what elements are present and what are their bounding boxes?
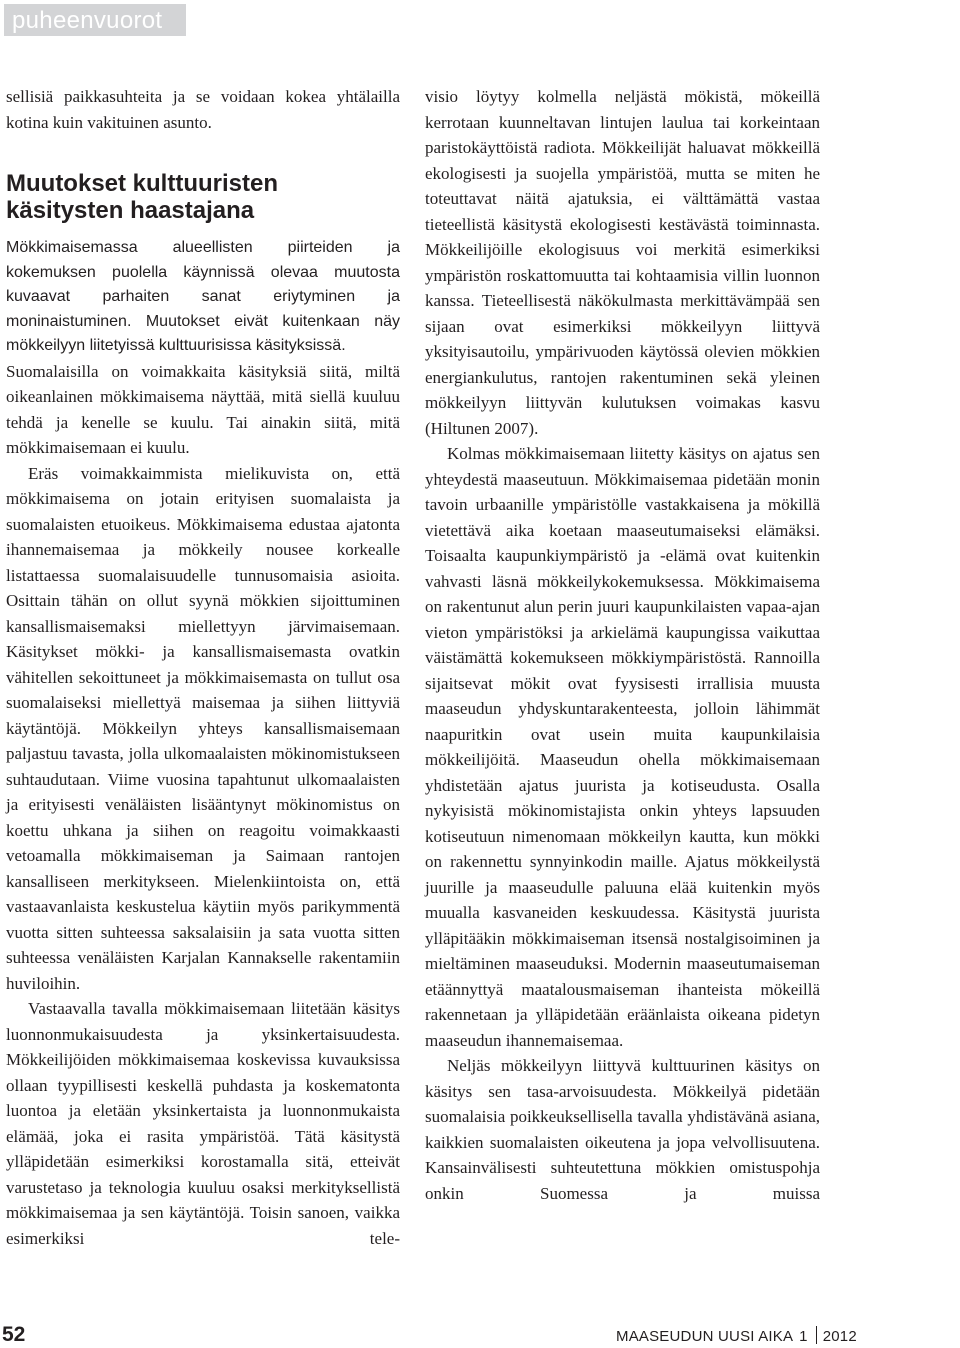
publication-name: MAASEUDUN UUSI AIKA <box>616 1328 794 1345</box>
section-label: puheenvuorot <box>12 7 163 34</box>
footer-divider <box>816 1326 817 1344</box>
page-number: 52 <box>2 1323 26 1346</box>
body-paragraph: Eräs voimakkaimmista mielikuvista on, että mökkimaisema on jotain erityisen suomalaista ja suomalaisten etuoikeus. Mökkimaisema edustaa ajatonta ihannemaisemaa ja mökkeily nousee korkealle listattaessa suomalaisuudelle tunnusomaisia asioita. Osittain tähän on ollut syynä mökkien sijoittuminen kansallismaisemaksi miellettyyn järvimaisemaan. Käsitykset mökki- ja kansallismaisemasta ovatkin vähitellen sekoittuneet ja mökkimaisemasta on tullut osa suomalaiseksi miellettyä maisemaa ja siihen liittyviä käytäntöjä. Mökkeilyn yhteys kansallismaisemaan paljastuu tavasta, jolla ulkomaalaisten mökinomistukseen suhtaudutaan. Viime vuosina tapahtunut ulkomaalaisten ja erityisesti venäläisten lisääntynyt mökinomistus on koettu uhkana ja siihen on reagoitu voimakkaasti vetoamalla mökkimaiseman ja Saimaan rantojen kansalliseen merkitykseen. Mielenkiintoista on, että vastaavanlaista keskustelua käytiin myös parikymmentä vuotta sitten suhteessa saksalaisiin ja sata vuotta sitten suhteessa venäläisten Karjalan Kannakselle rakentamiin huviloihin. <box>6 463 400 993</box>
left-column <box>6 84 400 1251</box>
section-heading: Muutokset kulttuuristen käsitysten haastajana <box>6 170 279 224</box>
body-paragraph: Neljäs mökkeilyyn liittyvä kulttuurinen käsitys on käsitys sen tasa-arvoisuudesta. Mökkeilyä pidetään suomalaisia poikkeuksellisella tavalla yhdistävänä asiana, kaikkien suomalaisten oikeutena ja jopa velvollisuutena. Kansainvälisesti suhteutettuna mökkien omistuspohja onkin Suomessa ja muissa <box>425 1056 820 1203</box>
body-paragraph: Kolmas mökkimaisemaan liitetty käsitys on ajatus sen yhteydestä maaseutuun. Mökkimaisemaa pidetään monin tavoin urbaanille ympäristölle vastakkaisena ja mökillä vietettävä aika koetaan maaseutumaiseksi elämäksi. Toisaalta kaupunkiympäristö ja -elämä ovat kuitenkin vahvasti läsnä mökkeilykokemuksessa. Mökkimaisema on rakentunut alun perin juuri kaupunkilaisten vapaa-ajan vieton ympäristöksi ja arkielämä kaupungissa vaikuttaa väistämättä kokemukseen mökkiympäristöstä. Rannoilla sijaitsevat mökit ovat fyysisesti irrallisia muusta maaseudun yhdyskuntarakenteesta, jolloin lähimmät naapuritkin ovat usein muita kaupunkilaisia mökkeilijöitä. Maaseudun ohella mökkimaisemaan yhdistetään ajatus juurista ja kotiseudusta. Osalla nykyisistä mökinomistajista onkin yhteys lapsuuden kotiseutuun nimenomaan mökkeilyn kautta, kun mökki on rakennettu synnyinkodin maille. Ajatus mökkeilystä juurille ja maaseudulle paluuna elää kuitenkin myös muualla kasvaneiden keskuudessa. Käsitystä juurista ylläpitääkin mökkimaiseman itsensä nostalgisoiminen ja mieltäminen maaseuduksi. Modernin maaseutumaiseman etäännyttyä maatalousmaiseman ihanteista mökeillä rakennetaan ja ylläpidetään eräänlaista oikeana pidetyn maaseudun ihannemaisemaa. <box>425 444 820 1050</box>
body-paragraph: Vastaavalla tavalla mökkimaisemaan liitetään käsitys luonnonmukaisuudesta ja yksinkertaisuudesta. Mökkeilijöiden mökkimaisemaa koskevissa kuvauksissa ollaan tyypillisesti keskellä puhdasta ja koskematonta luontoa ja eletään yksinkertaista ja luonnonmukaista elämää, joka ei rasita ympäristöä. Tätä käsitystä ylläpidetään esimerkiksi korostamalla sitä, etteivät varustetaso ja teknologia kuuluu osaksi merkityksellistä mökkimaisemaa ja sen käytäntöjä. Toisin sanoen, vaikka esimerkiksi tele- <box>6 999 400 1248</box>
section-header-box <box>4 4 186 36</box>
publication-year: 2012 <box>822 1328 857 1345</box>
intro-paragraph: Mökkimaisemassa alueellisten piirteiden ja kokemuksen puolella käynnissä olevaa muutosta kuvaavat parhaiten sanat eriytyminen ja moninaistuminen. Muutokset eivät kuitenkaan näy mökkeilyyn liitetyissä kulttuurisissa käsityksissä. <box>6 239 400 354</box>
body-paragraph: visio löytyy kolmella neljästä mökistä, mökeillä kerrotaan kuunneltavan lintujen laulua tai korkeintaan paristokäyttöistä radiota. Mökkeilijät haluavat mökkeillä ekologisesti ja suojella ympäristöä, mutta se miten he toteuttavat näitä ajatuksia, ei välttämättä vastaa tieteellistä käsitystä ekologisesti kestävästä toiminnasta. Mökkeilijöille ekologisuus voi merkitä esimerkiksi ympäristön roskattomuutta tai kohtaamisia villin luonnon kanssa. Tieteellisestä näkökulmasta merkittävämpää sen sijaan ovat esimerkiksi mökkeilyyn liittyvä yksityisautoilu, ympärivuoden käytössä olevien mökkien energiankulutus, rantojen rakentuminen sekä yleinen mökkeilyyn liittyvän kulutuksen voimakas kasvu (Hiltunen 2007). <box>425 87 820 438</box>
publication-footer <box>616 1326 857 1345</box>
right-column <box>425 84 820 1206</box>
opening-text: sellisiä paikkasuhteita ja se voidaan kokea yhtälailla kotina kuin vakituinen asunto. <box>6 87 400 132</box>
intro-continuation: Suomalaisilla on voimakkaita käsityksiä siitä, miltä oikeanlainen mökkimaisema näyttää, mitä siellä kuuluu tehdä ja kenelle se kuulu. Tai ainakin siitä, mitä mökkimaisemaan ei kuulu. <box>6 361 400 457</box>
issue-number: 1 <box>799 1328 808 1345</box>
